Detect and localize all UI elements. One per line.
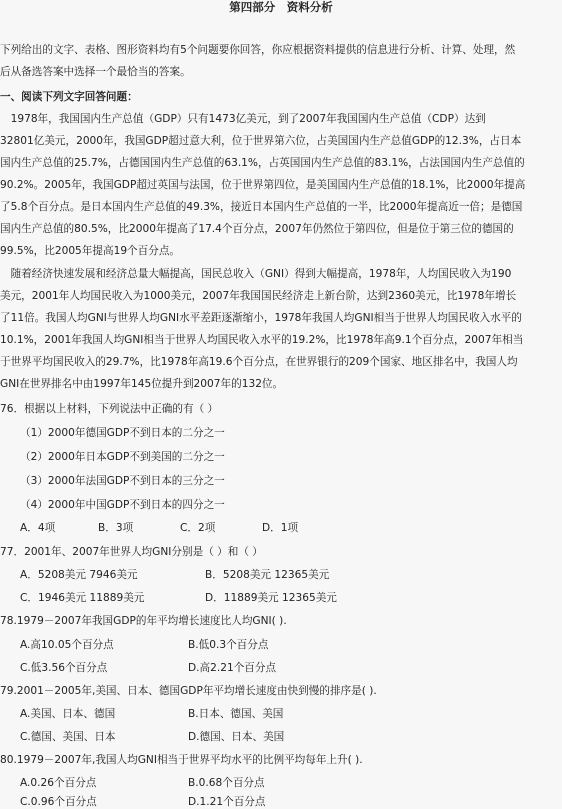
question-79-option-c[interactable]: C.德国、美国、日本 [20, 731, 116, 743]
question-76-stem: 76．根据以上材料，下列说法中正确的有（ ） [0, 403, 219, 415]
question-76-option-d[interactable]: D．1项 [262, 522, 299, 534]
question-77-option-c[interactable]: C．1946美元 11889美元 [20, 592, 145, 604]
question-76-item: （2）2000年日本GDP不到美国的二分之一 [20, 451, 225, 463]
passage2-line: GNI在世界排名中由1997年145位提升到2007年的132位。 [0, 378, 284, 390]
question-79-stem: 79.2001－2005年,美国、日本、德国GDP年平均增长速度由快到慢的排序是( ). [0, 685, 377, 697]
page-title: 第四部分 资料分析 [229, 0, 333, 14]
intro-line-2: 后从备选答案中选择一个最恰当的答案。 [0, 66, 191, 78]
question-76-item: （1）2000年德国GDP不到日本的二分之一 [20, 427, 225, 439]
question-78-option-c[interactable]: C.低3.56个百分点 [20, 662, 108, 674]
passage1-line: 国内生产总值的80.5%，比2000年提高了17.4个百分点，2007年仍然位于第四位，但是位于第三位的德国的 [0, 223, 514, 235]
question-76-option-c[interactable]: C．2项 [180, 522, 216, 534]
passage2-line: 于世界平均国民收入的29.7%，比1978年高19.6个百分点，在世界银行的209个国家、地区排名中，我国人均 [0, 356, 518, 368]
section-heading: 一、阅读下列文字回答问题： [0, 91, 138, 103]
question-76-item: （4）2000年中国GDP不到日本的四分之一 [20, 499, 225, 511]
passage2-line: 随着经济快速发展和经济总量大幅提高，国民总收入（GNI）得到大幅提高，1978年，人均国民收入为190 [0, 268, 512, 280]
passage1-line: 32801亿美元，2000年，我国GDP超过意大利，位于世界第六位，占美国国内生产总值GDP的12.3%，占日本 [0, 135, 522, 147]
question-77-option-a[interactable]: A．5208美元 7946美元 [20, 569, 138, 581]
passage2-line: 10.1%，2001年我国人均GNI相当于世界人均国民收入水平的19.2%，比1978年高9.1个百分点，2007年相当 [0, 334, 524, 346]
question-76-option-a[interactable]: A．4项 [20, 522, 56, 534]
question-80-stem: 80.1979－2007年,我国人均GNI相当于世界平均水平的比例平均每年上升( ). [0, 754, 363, 766]
question-77-option-b[interactable]: B．5208美元 12365美元 [205, 569, 330, 581]
intro-line-1: 下列给出的文字、表格、图形资料均有5个问题要你回答，你应根据资料提供的信息进行分析、计算、处理，然 [0, 44, 516, 56]
passage1-line: 99.5%，比2005年提高19个百分点。 [0, 245, 181, 257]
question-79-option-d[interactable]: D.德国、日本、美国 [188, 731, 285, 743]
question-80-option-b[interactable]: B.0.68个百分点 [188, 777, 265, 789]
question-80-option-d[interactable]: D.1.21个百分点 [188, 796, 266, 808]
question-76-option-b[interactable]: B．3项 [98, 522, 134, 534]
question-79-option-b[interactable]: B.日本、德国、美国 [188, 708, 284, 720]
question-78-option-b[interactable]: B.低0.3个百分点 [188, 639, 269, 651]
passage1-line: 1978年，我国国内生产总值（GDP）只有1473亿美元，到了2007年我国国内生产总值（CDP）达到 [0, 113, 486, 125]
question-77-option-d[interactable]: D．11889美元 12365美元 [205, 592, 337, 604]
question-78-stem: 78.1979－2007年我国GDP的年平均增长速度比人均GNI( ). [0, 615, 287, 627]
passage1-line: 了5.8个百分点。是日本国内生产总值的49.3%，接近日本国内生产总值的一半，比2000年提高近一倍；是德国 [0, 201, 523, 213]
question-80-option-a[interactable]: A.0.26个百分点 [20, 777, 97, 789]
question-78-option-d[interactable]: D.高2.21个百分点 [188, 662, 277, 674]
question-77-stem: 77．2001年、2007年世界人均GNI分别是（ ）和（ ） [0, 546, 263, 558]
passage1-line: 国内生产总值的25.7%，占德国国内生产总值的63.1%，占英国国内生产总值的83.1%，占法国国内生产总值的 [0, 157, 525, 169]
question-78-option-a[interactable]: A.高10.05个百分点 [20, 639, 114, 651]
question-76-item: （3）2000年法国GDP不到日本的三分之一 [20, 475, 225, 487]
passage2-line: 美元，2001年人均国民收入为1000美元，2007年我国国民经济走上新台阶，达到2360美元，比1978年增长 [0, 290, 517, 302]
question-80-option-c[interactable]: C.0.96个百分点 [20, 796, 97, 808]
passage1-line: 90.2%。2005年，我国GDP超过英国与法国，位于世界第四位，是美国国内生产总值的18.1%，比2000年提高 [0, 179, 526, 191]
question-79-option-a[interactable]: A.美国、日本、德国 [20, 708, 116, 720]
passage2-line: 了11倍。我国人均GNI与世界人均GNI水平差距逐渐缩小，1978年我国人均GNI相当于世界人均国民收入水平的 [0, 312, 522, 324]
